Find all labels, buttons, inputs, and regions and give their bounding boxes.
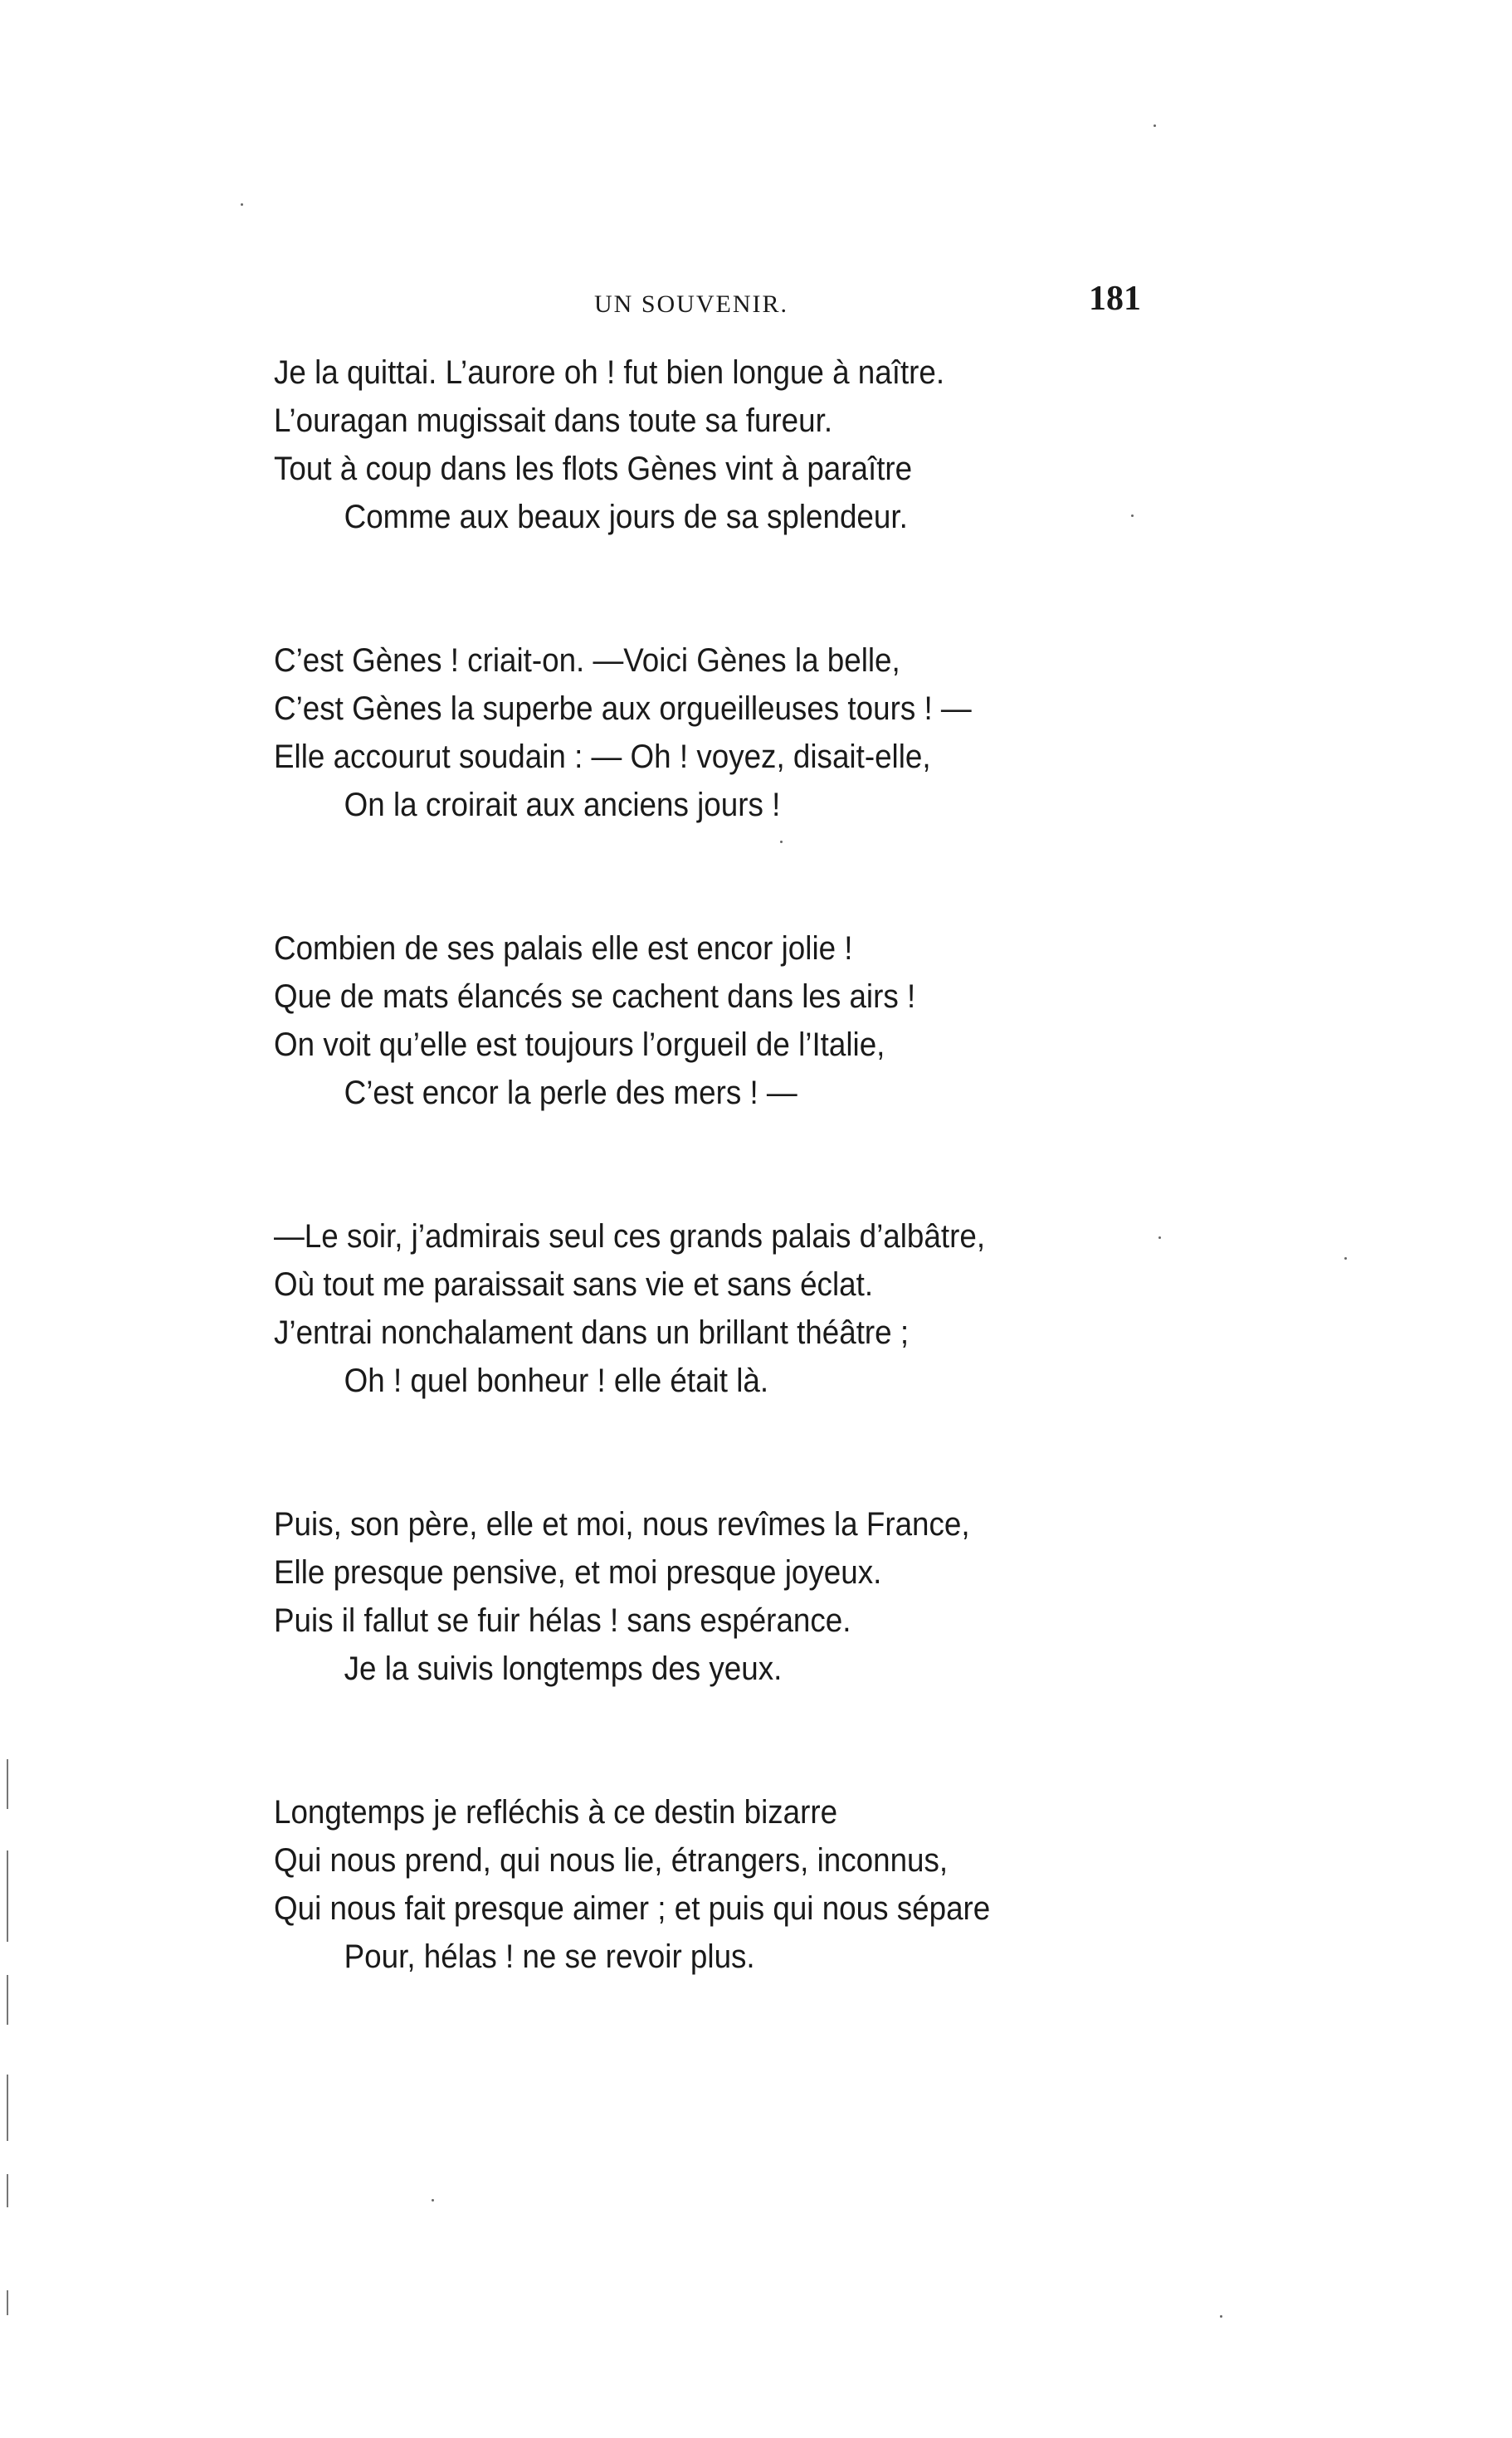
scan-edge-mark [7, 2290, 8, 2315]
speck [432, 2199, 434, 2202]
verse-line-indented: Je la suivis longtemps des yeux. [344, 1651, 783, 1687]
verse-line: J’entrai nonchalament dans un brillant théâtre ; [274, 1314, 910, 1351]
stanza-5 [274, 1500, 1203, 1693]
verse-line: Qui nous fait presque aimer ; et puis qui nous sépare [274, 1890, 991, 1927]
verse-line: C’est Gènes la superbe aux orgueilleuses tours ! — [274, 690, 972, 727]
speck [780, 841, 783, 843]
speck [1131, 514, 1134, 517]
verse-line: Que de mats élancés se cachent dans les airs ! [274, 978, 916, 1015]
stanza-3 [274, 924, 1203, 1117]
verse-line: On voit qu’elle est toujours l’orgueil de l’Italie, [274, 1026, 885, 1063]
verse-line: L’ouragan mugissait dans toute sa fureur. [274, 402, 833, 439]
scan-edge-mark [7, 1975, 8, 2025]
scan-edge-mark [7, 2174, 8, 2207]
page-number: 181 [1089, 280, 1141, 318]
verse-line: Je la quittai. L’aurore oh ! fut bien longue à naître. [274, 354, 945, 391]
verse-line: —Le soir, j’admirais seul ces grands palais d’albâtre, [274, 1218, 986, 1255]
verse-line: Puis, son père, elle et moi, nous revîmes la France, [274, 1506, 970, 1543]
scan-edge-mark [7, 2075, 8, 2141]
speck [1220, 2315, 1222, 2318]
verse-line-indented: Oh ! quel bonheur ! elle était là. [344, 1363, 769, 1399]
speck [241, 203, 243, 206]
verse-line: Tout à coup dans les flots Gènes vint à paraître [274, 451, 913, 487]
speck [1344, 1257, 1347, 1260]
stanza-4 [274, 1212, 1203, 1405]
verse-line: Combien de ses palais elle est encor jolie ! [274, 930, 853, 967]
poem [274, 349, 1203, 2076]
running-title: UN SOUVENIR. [594, 290, 788, 318]
speck [1154, 124, 1156, 127]
verse-line: C’est Gènes ! criait-on. —Voici Gènes la belle, [274, 642, 900, 679]
speck [1158, 1236, 1161, 1239]
stanza-2 [274, 636, 1203, 829]
verse-line-indented: On la croirait aux anciens jours ! [344, 787, 781, 823]
verse-line-indented: C’est encor la perle des mers ! — [344, 1075, 797, 1111]
scan-edge-mark [7, 1759, 8, 1809]
verse-line: Où tout me paraissait sans vie et sans éclat. [274, 1266, 874, 1303]
verse-line-indented: Comme aux beaux jours de sa splendeur. [344, 499, 908, 535]
scan-edge-mark [7, 1850, 8, 1942]
stanza-6 [274, 1788, 1203, 1981]
verse-line: Puis il fallut se fuir hélas ! sans espérance. [274, 1602, 851, 1639]
verse-line: Qui nous prend, qui nous lie, étrangers, inconnus, [274, 1842, 949, 1879]
verse-line-indented: Pour, hélas ! ne se revoir plus. [344, 1938, 755, 1975]
verse-line: Longtemps je refléchis à ce destin bizarre [274, 1794, 838, 1831]
verse-line: Elle accourut soudain : — Oh ! voyez, disait-elle, [274, 739, 931, 775]
stanza-1 [274, 349, 1203, 541]
verse-line: Elle presque pensive, et moi presque joyeux. [274, 1554, 882, 1591]
